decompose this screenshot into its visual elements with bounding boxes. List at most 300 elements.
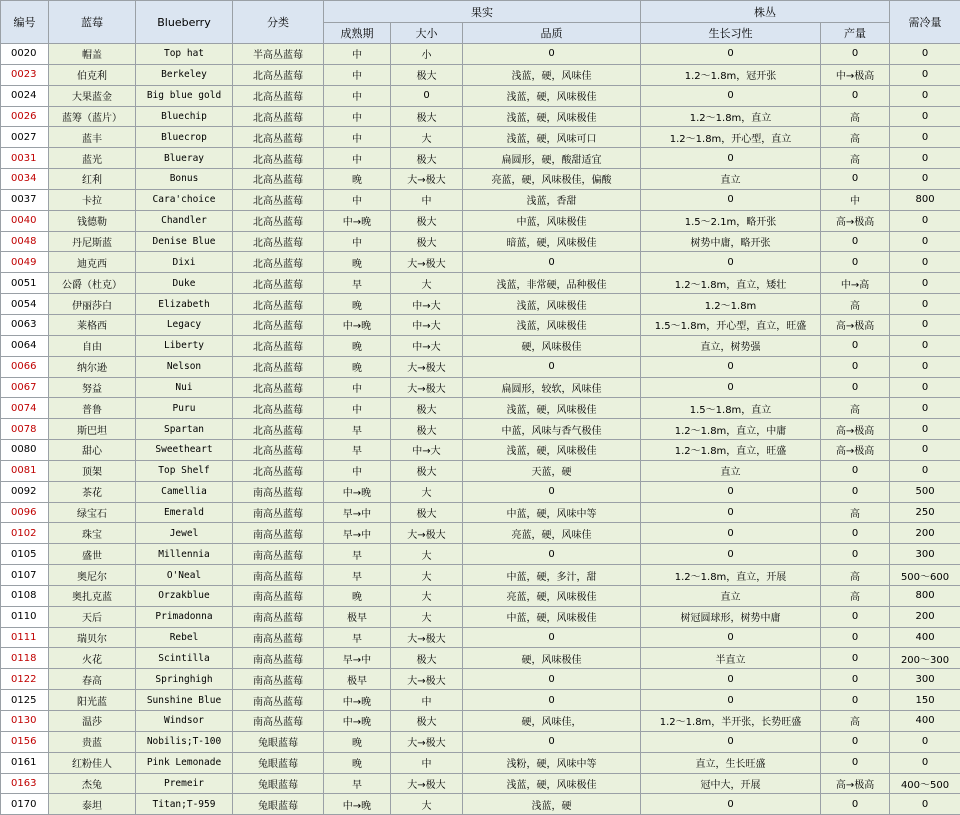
cell-ripening: 晚 xyxy=(324,356,391,377)
table-row xyxy=(1,773,960,794)
cell-yield: 0 xyxy=(821,481,890,502)
cell-category: 北高丛蓝莓 xyxy=(233,252,324,273)
cell-size: 极大 xyxy=(391,398,463,419)
table-row xyxy=(1,356,960,377)
cell-growth-habit: 树势中庸，略开张 xyxy=(641,231,821,252)
cell-ripening: 晚 xyxy=(324,252,391,273)
cell-quality: 浅蓝，硬，风味极佳 xyxy=(463,106,641,127)
cell-english-name: Berkeley xyxy=(136,64,233,85)
cell-quality: 浅蓝，风味极佳 xyxy=(463,314,641,335)
cell-category: 南高丛蓝莓 xyxy=(233,565,324,586)
cell-chill-requirement: 0 xyxy=(890,460,960,481)
cell-growth-habit: 0 xyxy=(641,627,821,648)
cell-english-name: Blueray xyxy=(136,148,233,169)
cell-yield: 0 xyxy=(821,252,890,273)
cell-code: 0107 xyxy=(1,565,49,586)
cell-growth-habit: 直立 xyxy=(641,460,821,481)
cell-yield: 高 xyxy=(821,148,890,169)
cell-quality: 硬，风味极佳 xyxy=(463,648,641,669)
cell-ripening: 晚 xyxy=(324,335,391,356)
table-row xyxy=(1,565,960,586)
cell-code: 0161 xyxy=(1,752,49,773)
cell-size: 极大 xyxy=(391,502,463,523)
cell-yield: 高 xyxy=(821,502,890,523)
cell-growth-habit: 0 xyxy=(641,731,821,752)
cell-chinese-name: 温莎 xyxy=(49,711,136,732)
cell-code: 0066 xyxy=(1,356,49,377)
cell-code: 0110 xyxy=(1,606,49,627)
cell-chill-requirement: 0 xyxy=(890,752,960,773)
header-fruit-group: 果实 xyxy=(324,1,641,23)
cell-yield: 高 xyxy=(821,106,890,127)
header-bush-group: 株丛 xyxy=(641,1,890,23)
table-row xyxy=(1,189,960,210)
cell-chill-requirement: 0 xyxy=(890,419,960,440)
cell-ripening: 中 xyxy=(324,106,391,127)
cell-yield: 高 xyxy=(821,585,890,606)
cell-category: 北高丛蓝莓 xyxy=(233,169,324,190)
cell-size: 大→极大 xyxy=(391,669,463,690)
cell-ripening: 早→中 xyxy=(324,523,391,544)
cell-category: 北高丛蓝莓 xyxy=(233,106,324,127)
cell-english-name: Denise Blue xyxy=(136,231,233,252)
cell-chill-requirement: 0 xyxy=(890,398,960,419)
cell-code: 0064 xyxy=(1,335,49,356)
cell-quality: 浅蓝，风味极佳 xyxy=(463,294,641,315)
table-row xyxy=(1,127,960,148)
cell-size: 大 xyxy=(391,794,463,815)
cell-category: 南高丛蓝莓 xyxy=(233,502,324,523)
cell-chinese-name: 伯克利 xyxy=(49,64,136,85)
cell-chinese-name: 钱德勒 xyxy=(49,210,136,231)
cell-growth-habit: 1.2～1.8m，直立，矮壮 xyxy=(641,273,821,294)
cell-chinese-name: 红利 xyxy=(49,169,136,190)
cell-category: 北高丛蓝莓 xyxy=(233,440,324,461)
cell-chinese-name: 蓝筹（蓝片） xyxy=(49,106,136,127)
cell-growth-habit: 0 xyxy=(641,356,821,377)
cell-category: 南高丛蓝莓 xyxy=(233,544,324,565)
cell-size: 0 xyxy=(391,85,463,106)
cell-growth-habit: 1.2～1.8m，开心型，直立 xyxy=(641,127,821,148)
cell-yield: 0 xyxy=(821,794,890,815)
cell-code: 0102 xyxy=(1,523,49,544)
cell-chill-requirement: 300 xyxy=(890,669,960,690)
cell-code: 0020 xyxy=(1,44,49,65)
cell-growth-habit: 0 xyxy=(641,794,821,815)
cell-growth-habit: 1.5～1.8m，开心型，直立，旺盛 xyxy=(641,314,821,335)
cell-chinese-name: 莱格西 xyxy=(49,314,136,335)
cell-size: 大→极大 xyxy=(391,356,463,377)
cell-category: 北高丛蓝莓 xyxy=(233,377,324,398)
cell-chill-requirement: 150 xyxy=(890,690,960,711)
cell-category: 南高丛蓝莓 xyxy=(233,523,324,544)
cell-chinese-name: 公爵（杜克） xyxy=(49,273,136,294)
cell-quality: 浅粉，硬，风味中等 xyxy=(463,752,641,773)
header-code: 编号 xyxy=(1,1,49,44)
cell-chill-requirement: 0 xyxy=(890,169,960,190)
cell-chill-requirement: 0 xyxy=(890,44,960,65)
cell-code: 0034 xyxy=(1,169,49,190)
cell-yield: 0 xyxy=(821,169,890,190)
cell-english-name: Camellia xyxy=(136,481,233,502)
table-row xyxy=(1,294,960,315)
cell-ripening: 中 xyxy=(324,398,391,419)
cell-code: 0096 xyxy=(1,502,49,523)
cell-category: 北高丛蓝莓 xyxy=(233,460,324,481)
cell-category: 南高丛蓝莓 xyxy=(233,648,324,669)
cell-ripening: 中 xyxy=(324,44,391,65)
cell-ripening: 晚 xyxy=(324,585,391,606)
cell-yield: 0 xyxy=(821,606,890,627)
cell-yield: 高 xyxy=(821,711,890,732)
cell-ripening: 中→晚 xyxy=(324,711,391,732)
cell-chinese-name: 甜心 xyxy=(49,440,136,461)
cell-growth-habit: 1.2～1.8m，冠开张 xyxy=(641,64,821,85)
cell-size: 大 xyxy=(391,565,463,586)
cell-category: 北高丛蓝莓 xyxy=(233,85,324,106)
header-category: 分类 xyxy=(233,1,324,44)
cell-category: 北高丛蓝莓 xyxy=(233,294,324,315)
cell-yield: 0 xyxy=(821,752,890,773)
cell-chill-requirement: 800 xyxy=(890,585,960,606)
cell-english-name: Top Shelf xyxy=(136,460,233,481)
cell-yield: 0 xyxy=(821,523,890,544)
cell-code: 0051 xyxy=(1,273,49,294)
cell-english-name: Puru xyxy=(136,398,233,419)
cell-growth-habit: 0 xyxy=(641,189,821,210)
cell-ripening: 中→晚 xyxy=(324,481,391,502)
cell-quality: 0 xyxy=(463,669,641,690)
cell-ripening: 中 xyxy=(324,377,391,398)
cell-growth-habit: 0 xyxy=(641,502,821,523)
cell-code: 0130 xyxy=(1,711,49,732)
cell-code: 0092 xyxy=(1,481,49,502)
cell-chinese-name: 珠宝 xyxy=(49,523,136,544)
cell-quality: 浅蓝，硬，风味佳 xyxy=(463,64,641,85)
cell-growth-habit: 0 xyxy=(641,544,821,565)
cell-growth-habit: 1.2～1.8m，半开张，长势旺盛 xyxy=(641,711,821,732)
cell-size: 中→大 xyxy=(391,440,463,461)
header-quality: 品质 xyxy=(463,23,641,44)
cell-quality: 浅蓝，硬，风味极佳 xyxy=(463,398,641,419)
cell-ripening: 中→晚 xyxy=(324,690,391,711)
header-english-name: Blueberry xyxy=(136,1,233,44)
cell-code: 0026 xyxy=(1,106,49,127)
cell-category: 南高丛蓝莓 xyxy=(233,690,324,711)
cell-category: 南高丛蓝莓 xyxy=(233,669,324,690)
cell-english-name: Elizabeth xyxy=(136,294,233,315)
cell-chinese-name: 努益 xyxy=(49,377,136,398)
cell-code: 0081 xyxy=(1,460,49,481)
cell-ripening: 中 xyxy=(324,85,391,106)
cell-size: 极大 xyxy=(391,231,463,252)
table-row xyxy=(1,794,960,815)
cell-code: 0163 xyxy=(1,773,49,794)
cell-code: 0108 xyxy=(1,585,49,606)
cell-yield: 0 xyxy=(821,669,890,690)
cell-growth-habit: 0 xyxy=(641,523,821,544)
cell-english-name: Dixi xyxy=(136,252,233,273)
cell-chill-requirement: 200～300 xyxy=(890,648,960,669)
cell-chill-requirement: 300 xyxy=(890,544,960,565)
cell-category: 北高丛蓝莓 xyxy=(233,231,324,252)
cell-chill-requirement: 0 xyxy=(890,377,960,398)
cell-quality: 浅蓝，硬，风味极佳 xyxy=(463,773,641,794)
cell-chinese-name: 贵蓝 xyxy=(49,731,136,752)
cell-chinese-name: 卡拉 xyxy=(49,189,136,210)
cell-code: 0170 xyxy=(1,794,49,815)
cell-yield: 0 xyxy=(821,460,890,481)
cell-quality: 中蓝，硬，多汁，甜 xyxy=(463,565,641,586)
cell-chill-requirement: 0 xyxy=(890,106,960,127)
cell-category: 北高丛蓝莓 xyxy=(233,335,324,356)
table-row xyxy=(1,648,960,669)
cell-english-name: Nobilis;T-100 xyxy=(136,731,233,752)
cell-english-name: Bonus xyxy=(136,169,233,190)
cell-size: 极大 xyxy=(391,64,463,85)
cell-chill-requirement: 500 xyxy=(890,481,960,502)
cell-growth-habit: 直立，生长旺盛 xyxy=(641,752,821,773)
cell-ripening: 早 xyxy=(324,440,391,461)
cell-chinese-name: 丹尼斯蓝 xyxy=(49,231,136,252)
cell-quality: 亮蓝，硬，风味极佳，偏酸 xyxy=(463,169,641,190)
cell-quality: 0 xyxy=(463,690,641,711)
cell-chill-requirement: 0 xyxy=(890,231,960,252)
table-row xyxy=(1,502,960,523)
cell-category: 兔眼蓝莓 xyxy=(233,752,324,773)
cell-category: 南高丛蓝莓 xyxy=(233,585,324,606)
table-row xyxy=(1,440,960,461)
cell-chill-requirement: 0 xyxy=(890,440,960,461)
cell-size: 中 xyxy=(391,752,463,773)
table-row xyxy=(1,335,960,356)
header-growth-habit: 生长习性 xyxy=(641,23,821,44)
cell-yield: 0 xyxy=(821,690,890,711)
cell-chinese-name: 天后 xyxy=(49,606,136,627)
cell-quality: 亮蓝，硬，风味佳 xyxy=(463,523,641,544)
cell-category: 南高丛蓝莓 xyxy=(233,606,324,627)
cell-chill-requirement: 0 xyxy=(890,335,960,356)
cell-yield: 中→极高 xyxy=(821,64,890,85)
cell-category: 北高丛蓝莓 xyxy=(233,273,324,294)
cell-quality: 浅蓝，非常硬，品种极佳 xyxy=(463,273,641,294)
cell-quality: 浅蓝，硬，风味极佳 xyxy=(463,440,641,461)
cell-chill-requirement: 0 xyxy=(890,210,960,231)
table-row xyxy=(1,731,960,752)
cell-chill-requirement: 0 xyxy=(890,314,960,335)
cell-growth-habit: 0 xyxy=(641,44,821,65)
cell-yield: 0 xyxy=(821,544,890,565)
cell-yield: 高→极高 xyxy=(821,440,890,461)
cell-yield: 0 xyxy=(821,44,890,65)
cell-chinese-name: 阳光蓝 xyxy=(49,690,136,711)
cell-chinese-name: 杰兔 xyxy=(49,773,136,794)
cell-chinese-name: 伊丽莎白 xyxy=(49,294,136,315)
cell-size: 大 xyxy=(391,544,463,565)
cell-ripening: 晚 xyxy=(324,169,391,190)
cell-ripening: 中 xyxy=(324,64,391,85)
cell-english-name: Titan;T-959 xyxy=(136,794,233,815)
cell-code: 0078 xyxy=(1,419,49,440)
cell-yield: 0 xyxy=(821,731,890,752)
cell-english-name: Jewel xyxy=(136,523,233,544)
cell-size: 中→大 xyxy=(391,335,463,356)
cell-code: 0027 xyxy=(1,127,49,148)
cell-chill-requirement: 400 xyxy=(890,711,960,732)
cell-ripening: 晚 xyxy=(324,294,391,315)
cell-yield: 中 xyxy=(821,189,890,210)
cell-growth-habit: 1.2～1.8m，直立，开展 xyxy=(641,565,821,586)
cell-chill-requirement: 500～600 xyxy=(890,565,960,586)
cell-size: 极大 xyxy=(391,711,463,732)
table-row xyxy=(1,481,960,502)
cell-english-name: Nui xyxy=(136,377,233,398)
cell-category: 兔眼蓝莓 xyxy=(233,773,324,794)
cell-category: 北高丛蓝莓 xyxy=(233,356,324,377)
cell-quality: 浅蓝，硬 xyxy=(463,794,641,815)
cell-size: 大→极大 xyxy=(391,627,463,648)
cell-english-name: Bluecrop xyxy=(136,127,233,148)
cell-chinese-name: 蓝丰 xyxy=(49,127,136,148)
cell-ripening: 早 xyxy=(324,419,391,440)
cell-growth-habit: 0 xyxy=(641,690,821,711)
cell-chill-requirement: 0 xyxy=(890,252,960,273)
cell-size: 大→极大 xyxy=(391,731,463,752)
cell-size: 大 xyxy=(391,273,463,294)
cell-size: 大 xyxy=(391,481,463,502)
table-row xyxy=(1,585,960,606)
cell-code: 0063 xyxy=(1,314,49,335)
cell-code: 0125 xyxy=(1,690,49,711)
cell-quality: 中蓝，风味与香气极佳 xyxy=(463,419,641,440)
cell-category: 北高丛蓝莓 xyxy=(233,398,324,419)
cell-size: 极大 xyxy=(391,148,463,169)
cell-ripening: 早 xyxy=(324,544,391,565)
cell-ripening: 早 xyxy=(324,773,391,794)
cell-english-name: Spartan xyxy=(136,419,233,440)
cell-category: 北高丛蓝莓 xyxy=(233,314,324,335)
cell-category: 北高丛蓝莓 xyxy=(233,210,324,231)
cell-chinese-name: 帽盖 xyxy=(49,44,136,65)
cell-code: 0118 xyxy=(1,648,49,669)
table-row xyxy=(1,606,960,627)
cell-english-name: Top hat xyxy=(136,44,233,65)
cell-chinese-name: 泰坦 xyxy=(49,794,136,815)
cell-chinese-name: 火花 xyxy=(49,648,136,669)
header-size: 大小 xyxy=(391,23,463,44)
table-row xyxy=(1,85,960,106)
cell-yield: 高 xyxy=(821,398,890,419)
cell-size: 小 xyxy=(391,44,463,65)
cell-growth-habit: 树冠圆球形，树势中庸 xyxy=(641,606,821,627)
cell-category: 南高丛蓝莓 xyxy=(233,627,324,648)
cell-code: 0037 xyxy=(1,189,49,210)
cell-ripening: 早 xyxy=(324,565,391,586)
cell-quality: 中蓝，硬，风味极佳 xyxy=(463,606,641,627)
cell-chill-requirement: 0 xyxy=(890,85,960,106)
cell-chinese-name: 纳尔逊 xyxy=(49,356,136,377)
cell-code: 0040 xyxy=(1,210,49,231)
cell-ripening: 中→晚 xyxy=(324,314,391,335)
cell-english-name: Scintilla xyxy=(136,648,233,669)
table-row xyxy=(1,148,960,169)
cell-growth-habit: 1.5～1.8m，直立 xyxy=(641,398,821,419)
cell-size: 大→极大 xyxy=(391,773,463,794)
cell-ripening: 中→晚 xyxy=(324,210,391,231)
table-row xyxy=(1,273,960,294)
cell-chinese-name: 迪克西 xyxy=(49,252,136,273)
cell-category: 半高丛蓝莓 xyxy=(233,44,324,65)
cell-chill-requirement: 0 xyxy=(890,294,960,315)
cell-chinese-name: 茶花 xyxy=(49,481,136,502)
cell-quality: 扁圆形，较软，风味佳 xyxy=(463,377,641,398)
cell-chill-requirement: 0 xyxy=(890,731,960,752)
cell-yield: 0 xyxy=(821,648,890,669)
cell-quality: 0 xyxy=(463,544,641,565)
cell-chill-requirement: 800 xyxy=(890,189,960,210)
cell-size: 中→大 xyxy=(391,294,463,315)
cell-growth-habit: 1.2～1.8m，直立，旺盛 xyxy=(641,440,821,461)
cell-category: 北高丛蓝莓 xyxy=(233,148,324,169)
table-row xyxy=(1,64,960,85)
cell-category: 北高丛蓝莓 xyxy=(233,127,324,148)
cell-ripening: 早→中 xyxy=(324,648,391,669)
cell-ripening: 极早 xyxy=(324,669,391,690)
cell-growth-habit: 0 xyxy=(641,148,821,169)
cell-growth-habit: 0 xyxy=(641,377,821,398)
cell-size: 极大 xyxy=(391,210,463,231)
table-row xyxy=(1,169,960,190)
cell-size: 中→大 xyxy=(391,314,463,335)
cell-category: 北高丛蓝莓 xyxy=(233,419,324,440)
table-row xyxy=(1,231,960,252)
cell-ripening: 早 xyxy=(324,627,391,648)
cell-category: 南高丛蓝莓 xyxy=(233,711,324,732)
cell-chinese-name: 奥扎克蓝 xyxy=(49,585,136,606)
cell-size: 大→极大 xyxy=(391,169,463,190)
cell-ripening: 早 xyxy=(324,273,391,294)
cell-growth-habit: 0 xyxy=(641,481,821,502)
cell-english-name: Emerald xyxy=(136,502,233,523)
table-row xyxy=(1,690,960,711)
cell-chill-requirement: 0 xyxy=(890,794,960,815)
cell-size: 大 xyxy=(391,585,463,606)
cell-yield: 高→极高 xyxy=(821,773,890,794)
cell-size: 极大 xyxy=(391,419,463,440)
cell-size: 中 xyxy=(391,189,463,210)
table-body xyxy=(1,44,960,815)
cell-english-name: Millennia xyxy=(136,544,233,565)
cell-chill-requirement: 400～500 xyxy=(890,773,960,794)
cell-english-name: O'Neal xyxy=(136,565,233,586)
cell-yield: 高 xyxy=(821,127,890,148)
cell-size: 极大 xyxy=(391,648,463,669)
cell-growth-habit: 1.2～1.8m，直立，中庸 xyxy=(641,419,821,440)
cell-ripening: 极早 xyxy=(324,606,391,627)
cell-code: 0156 xyxy=(1,731,49,752)
cell-yield: 高 xyxy=(821,565,890,586)
cell-chill-requirement: 400 xyxy=(890,627,960,648)
cell-yield: 高 xyxy=(821,294,890,315)
cell-chinese-name: 普鲁 xyxy=(49,398,136,419)
cell-growth-habit: 0 xyxy=(641,669,821,690)
table-row xyxy=(1,377,960,398)
cell-ripening: 中 xyxy=(324,460,391,481)
cell-ripening: 晚 xyxy=(324,731,391,752)
cell-yield: 中→高 xyxy=(821,273,890,294)
cell-quality: 0 xyxy=(463,44,641,65)
cell-ripening: 中 xyxy=(324,127,391,148)
